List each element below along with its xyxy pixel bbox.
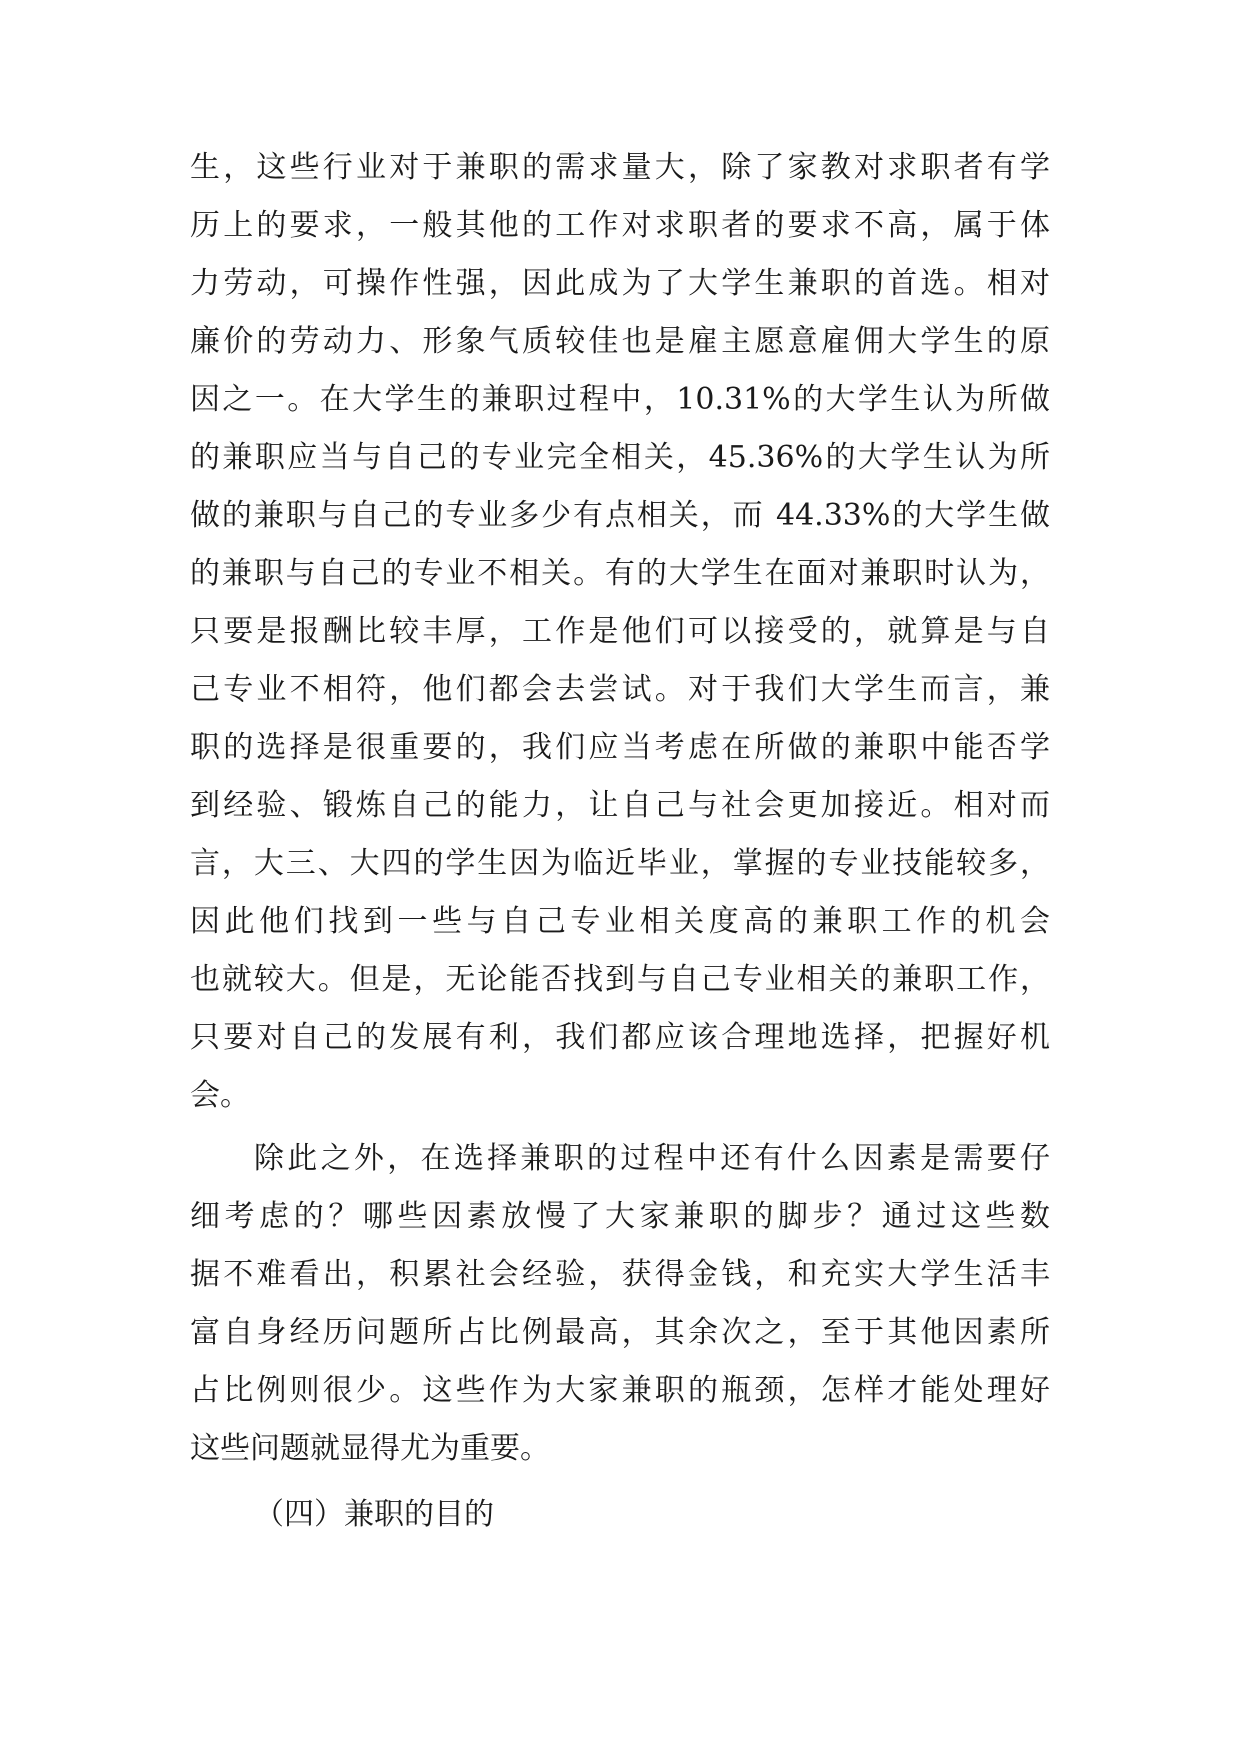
paragraph-line: 因之一。在大学生的兼职过程中，10.31%的大学生认为所做 [190,382,1050,417]
paragraph-line: 历上的要求，一般其他的工作对求职者的要求不高，属于体 [190,208,1050,243]
paragraph-line: 生，这些行业对于兼职的需求量大，除了家教对求职者有学 [190,150,1050,185]
paragraph-line: 做的兼职与自己的专业多少有点相关，而 44.33%的大学生做 [190,498,1050,533]
paragraph-line: 也就较大。但是，无论能否找到与自己专业相关的兼职工作， [190,962,1050,997]
paragraph-line: 职的选择是很重要的，我们应当考虑在所做的兼职中能否学 [190,730,1050,765]
paragraph-line: 会。 [190,1078,250,1113]
paragraph-line: 到经验、锻炼自己的能力，让自己与社会更加接近。相对而 [190,788,1050,823]
paragraph-line: 细考虑的？哪些因素放慢了大家兼职的脚步？通过这些数 [190,1199,1050,1234]
paragraph-line: 除此之外，在选择兼职的过程中还有什么因素是需要仔 [254,1141,1050,1176]
paragraph-line: 占比例则很少。这些作为大家兼职的瓶颈，怎样才能处理好 [190,1373,1050,1408]
paragraph-line: 据不难看出，积累社会经验，获得金钱，和充实大学生活丰 [190,1257,1050,1292]
section-heading: （四）兼职的目的 [254,1497,494,1532]
paragraph-line: 这些问题就显得尤为重要。 [190,1431,550,1466]
paragraph-line: 只要是报酬比较丰厚，工作是他们可以接受的，就算是与自 [190,614,1050,649]
paragraph-line: 己专业不相符，他们都会去尝试。对于我们大学生而言，兼 [190,672,1050,707]
paragraph-line: 廉价的劳动力、形象气质较佳也是雇主愿意雇佣大学生的原 [190,324,1050,359]
paragraph-line: 言，大三、大四的学生因为临近毕业，掌握的专业技能较多， [190,846,1050,881]
paragraph-line: 力劳动，可操作性强，因此成为了大学生兼职的首选。相对 [190,266,1050,301]
paragraph-line: 因此他们找到一些与自己专业相关度高的兼职工作的机会 [190,904,1050,939]
paragraph-line: 的兼职应当与自己的专业完全相关，45.36%的大学生认为所 [190,440,1050,475]
paragraph-line: 的兼职与自己的专业不相关。有的大学生在面对兼职时认为， [190,556,1050,591]
paragraph-line: 只要对自己的发展有利，我们都应该合理地选择，把握好机 [190,1020,1050,1055]
paragraph-line: 富自身经历问题所占比例最高，其余次之，至于其他因素所 [190,1315,1050,1350]
